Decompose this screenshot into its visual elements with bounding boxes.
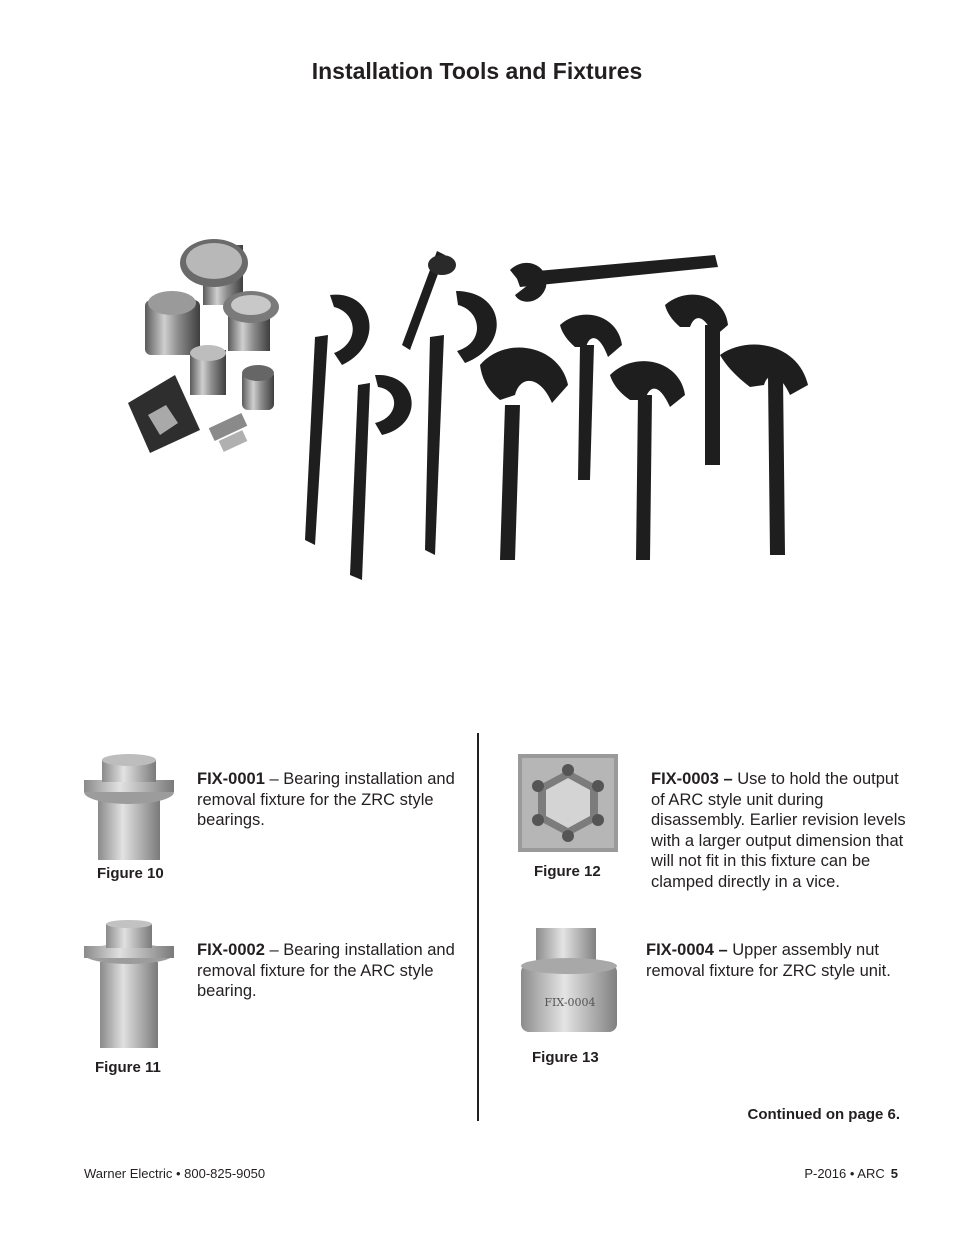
- fixtures-cluster: [128, 239, 279, 453]
- fix-0001-description: [197, 769, 457, 831]
- fix-0002-text: – Bearing installation and removal fixture for the ARC style bearing.: [197, 941, 455, 1000]
- spanner-wrenches: [305, 251, 808, 580]
- page-number: 5: [890, 1166, 898, 1181]
- continued-note: Continued on page 6.: [747, 1106, 900, 1123]
- figure-11-image: [82, 920, 178, 1050]
- figure-13-label: Figure 13: [532, 1049, 599, 1066]
- figure-12-image: [516, 752, 620, 854]
- fix-0004-code: FIX-0004 –: [646, 941, 728, 959]
- fix-0001-code: FIX-0001: [197, 770, 265, 788]
- fix-0004-description: [646, 940, 908, 981]
- figure-13-image: [518, 926, 622, 1038]
- fix-0004-text: Upper assembly nut removal fixture for ZRC style unit.: [646, 941, 891, 980]
- footer-doc-code: P-2016 • ARC: [804, 1166, 885, 1181]
- figure-10-image: [82, 752, 178, 862]
- figure-10-label: Figure 10: [97, 865, 164, 882]
- footer-doc-ref: [804, 1166, 898, 1181]
- fix-0003-text: Use to hold the output of ARC style unit during disassembly. Earlier revision levels with a larger output dimension that will not fit in this fixture can be clamped directly in a vice.: [651, 770, 906, 891]
- fix-0003-description: [651, 769, 907, 892]
- fix-0001-text: – Bearing installation and removal fixture for the ZRC style bearings.: [197, 770, 455, 829]
- fix-0002-description: [197, 940, 457, 1002]
- figure-12-label: Figure 12: [534, 863, 601, 880]
- fix-0002-code: FIX-0002: [197, 941, 265, 959]
- fix-0003-code: FIX-0003 –: [651, 770, 733, 788]
- figure-11-label: Figure 11: [95, 1059, 161, 1076]
- fixture-marking: FIX-0004: [544, 996, 596, 1009]
- column-divider: [477, 733, 479, 1121]
- tools-photo: [120, 225, 860, 595]
- page-title: Installation Tools and Fixtures: [311, 58, 643, 84]
- footer-company: Warner Electric • 800-825-9050: [84, 1166, 266, 1181]
